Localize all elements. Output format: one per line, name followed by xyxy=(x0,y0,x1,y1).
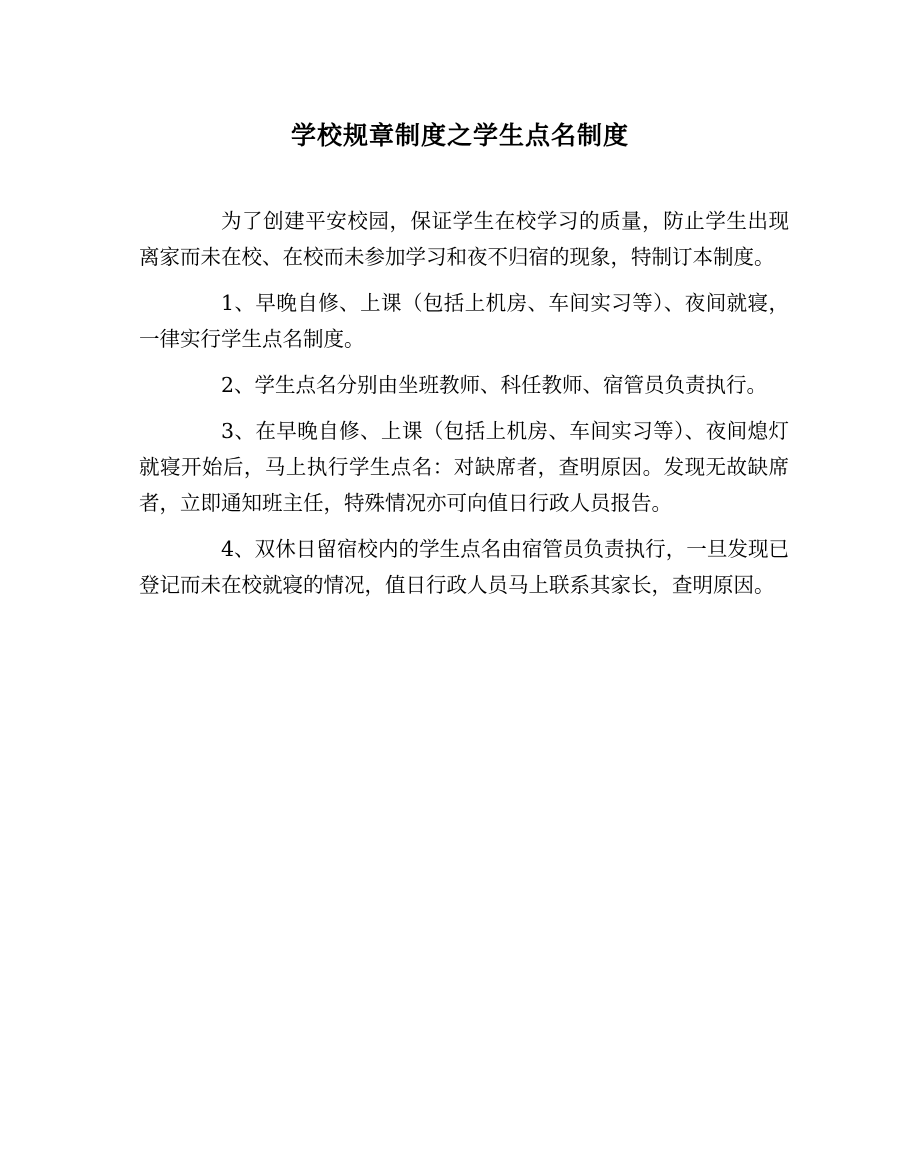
rule-paragraph-1: 1、早晚自修、上课（包括上机房、车间实习等）、夜间就寝，一律实行学生点名制度。 xyxy=(139,291,789,351)
document-body xyxy=(139,203,789,613)
rule-paragraph-2: 2、学生点名分别由坐班教师、科任教师、宿管员负责执行。 xyxy=(221,373,768,397)
intro-paragraph: 为了创建平安校园，保证学生在校学习的质量，防止学生出现离家而未在校、在校而未参加学习和夜不归宿的现象，特制订本制度。 xyxy=(139,209,789,269)
rule-paragraph-3: 3、在早晚自修、上课（包括上机房、车间实习等）、夜间熄灯就寝开始后，马上执行学生点名：对缺席者，查明原因。发现无故缺席者，立即通知班主任，特殊情况亦可向值日行政人员报告。 xyxy=(139,419,789,515)
rule-paragraph-4: 4、双休日留宿校内的学生点名由宿管员负责执行，一旦发现已登记而未在校就寝的情况，值日行政人员马上联系其家长，查明原因。 xyxy=(139,537,789,597)
document-title: 学校规章制度之学生点名制度 xyxy=(290,121,629,150)
